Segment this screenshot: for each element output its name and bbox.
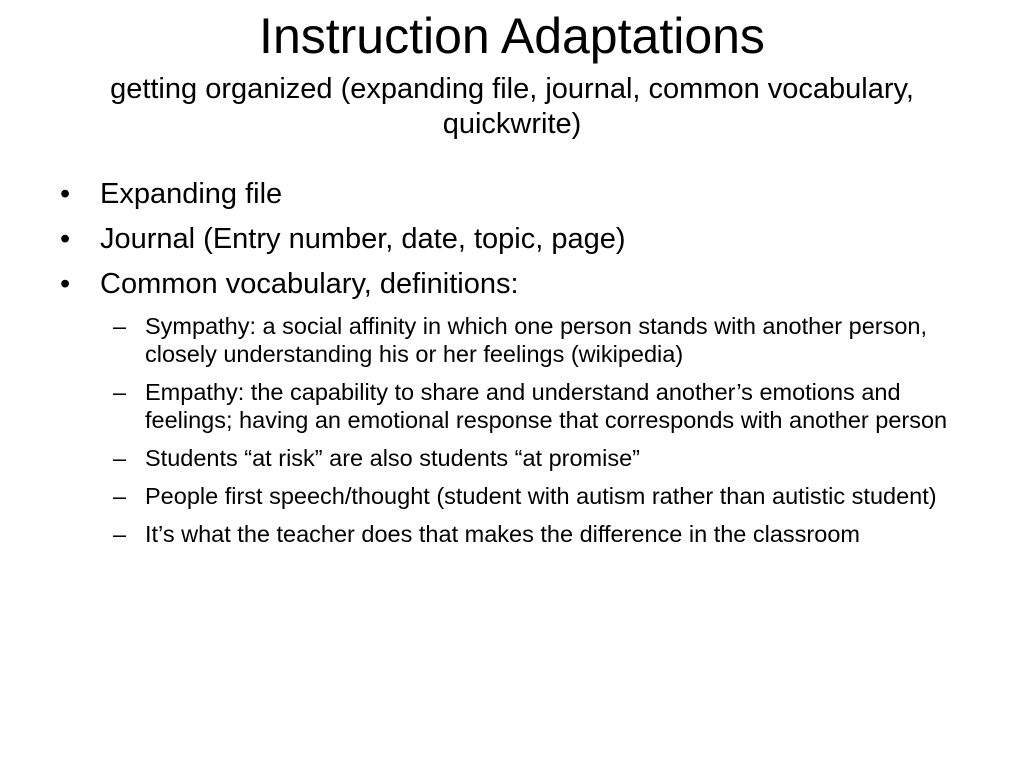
- bullet-text: Common vocabulary, definitions:: [100, 268, 519, 300]
- dash-marker: –: [113, 483, 127, 509]
- sub-bullet-item: [56, 312, 956, 368]
- dash-marker: –: [113, 313, 127, 339]
- sub-bullet-item: [56, 378, 956, 434]
- sub-bullet-text: It’s what the teacher does that makes the difference in the classroom: [145, 521, 860, 547]
- sub-bullet-text: People first speech/thought (student with autism rather than autistic student): [145, 483, 937, 509]
- sub-bullet-text: Students “at risk” are also students “at promise”: [145, 445, 641, 471]
- bullet-text: Journal (Entry number, date, topic, page): [100, 223, 626, 255]
- dash-marker: –: [113, 379, 127, 405]
- bullet-marker: •: [60, 268, 71, 300]
- slide-title: Instruction Adaptations: [259, 8, 765, 64]
- bullet-text: Expanding file: [100, 178, 283, 210]
- sub-bullet-item: [56, 520, 956, 548]
- dash-marker: –: [113, 445, 127, 471]
- slide-body: [56, 178, 956, 558]
- bullet-marker: •: [60, 178, 71, 210]
- sub-bullet-item: [56, 444, 956, 472]
- dash-marker: –: [113, 521, 127, 547]
- bullet-item: [56, 223, 956, 256]
- slide-subtitle: getting organized (expanding file, journal, common vocabulary, quickwrite): [110, 73, 914, 140]
- bullet-item: [56, 178, 956, 211]
- sub-bullet-text: Sympathy: a social affinity in which one person stands with another person, closely understanding his or her feelings (wikipedia): [145, 313, 928, 367]
- sub-bullet-text: Empathy: the capability to share and understand another’s emotions and feelings; having an emotional response that corresponds with another person: [145, 379, 948, 433]
- bullet-item: [56, 268, 956, 301]
- sub-bullet-list: [56, 312, 956, 548]
- sub-bullet-item: [56, 482, 956, 510]
- bullet-marker: •: [60, 223, 71, 255]
